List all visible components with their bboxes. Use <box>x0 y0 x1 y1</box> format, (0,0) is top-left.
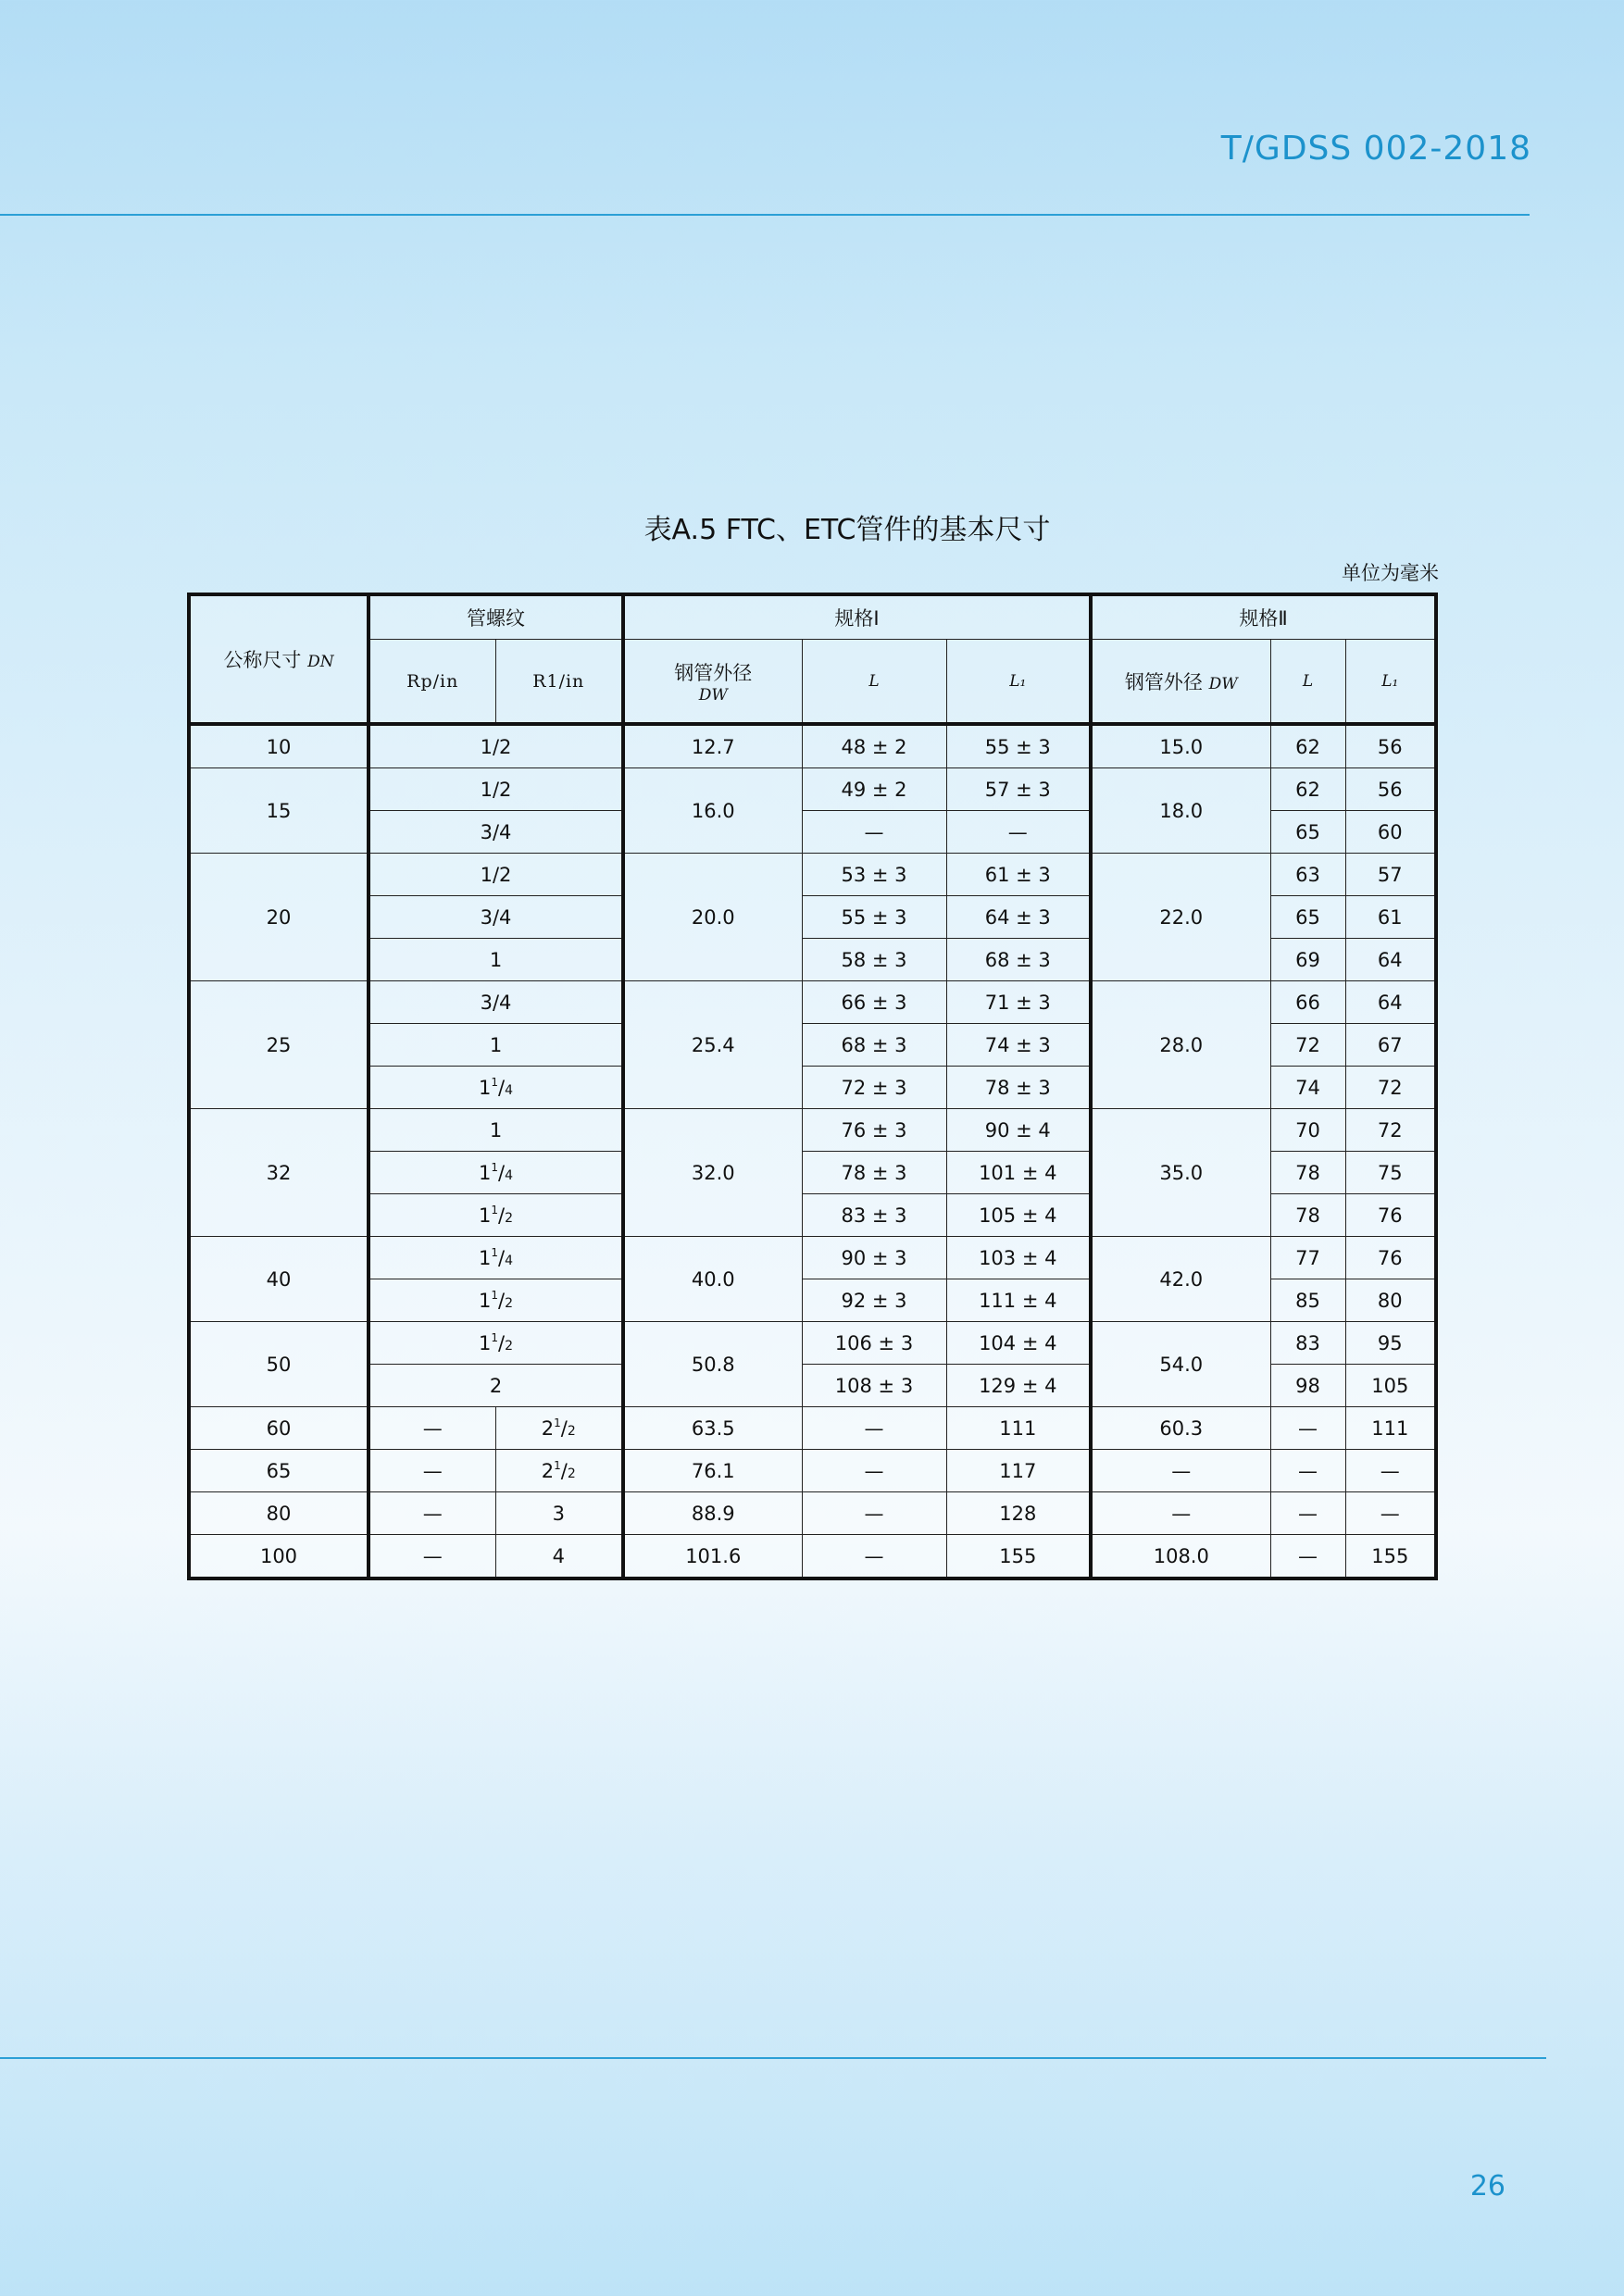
cell-L: 58 ± 3 <box>802 939 946 981</box>
cell-L2: 72 <box>1270 1024 1345 1067</box>
cell-L12: 80 <box>1345 1279 1436 1322</box>
table-row <box>189 1535 1436 1579</box>
cell-rp: — <box>369 1407 495 1450</box>
header-pipe-od-2: 钢管外径 DW <box>1091 640 1270 725</box>
page-number: 26 <box>1469 2170 1505 2202</box>
cell-L1: 105 ± 4 <box>946 1194 1091 1237</box>
cell-L1: 117 <box>946 1450 1091 1492</box>
cell-L1: 57 ± 3 <box>946 768 1091 811</box>
cell-L12: 105 <box>1345 1365 1436 1407</box>
cell-L1: 129 ± 4 <box>946 1365 1091 1407</box>
cell-L2: — <box>1270 1535 1345 1579</box>
cell-L2: 62 <box>1270 724 1345 768</box>
cell-od2: — <box>1091 1450 1270 1492</box>
cell-L: — <box>802 811 946 854</box>
cell-L2: 69 <box>1270 939 1345 981</box>
table-row <box>189 1492 1436 1535</box>
header-L-2: L <box>1270 640 1345 725</box>
header-row-1 <box>189 594 1436 640</box>
header-spec2-group: 规格Ⅱ <box>1091 594 1436 640</box>
cell-od1: 76.1 <box>623 1450 802 1492</box>
table-title: 表A.5 FTC、ETC管件的基本尺寸 <box>643 514 1051 546</box>
cell-od2: 54.0 <box>1091 1322 1270 1407</box>
cell-L1: 155 <box>946 1535 1091 1579</box>
cell-rp: — <box>369 1492 495 1535</box>
cell-L1: 71 ± 3 <box>946 981 1091 1024</box>
document-code: T/GDSS 002-2018 <box>1220 130 1531 168</box>
cell-L: 92 ± 3 <box>802 1279 946 1322</box>
cell-dn: 20 <box>189 854 369 981</box>
cell-L1: 101 ± 4 <box>946 1152 1091 1194</box>
cell-L: 55 ± 3 <box>802 896 946 939</box>
cell-L: — <box>802 1450 946 1492</box>
cell-L1: 128 <box>946 1492 1091 1535</box>
cell-thread: $1^1/4$ <box>369 1067 623 1109</box>
table-row <box>189 1237 1436 1279</box>
cell-L1: 61 ± 3 <box>946 854 1091 896</box>
cell-L1: 103 ± 4 <box>946 1237 1091 1279</box>
cell-L: — <box>802 1407 946 1450</box>
cell-L2: 98 <box>1270 1365 1345 1407</box>
table-row <box>189 1322 1436 1365</box>
cell-rp: — <box>369 1450 495 1492</box>
cell-dn: 10 <box>189 724 369 768</box>
cell-od2: 15.0 <box>1091 724 1270 768</box>
cell-L12: 64 <box>1345 939 1436 981</box>
cell-L: 108 ± 3 <box>802 1365 946 1407</box>
cell-L: 53 ± 3 <box>802 854 946 896</box>
cell-L1: 104 ± 4 <box>946 1322 1091 1365</box>
header-rule <box>0 214 1530 216</box>
footer-rule <box>0 2057 1546 2059</box>
table-row <box>189 768 1436 811</box>
cell-od1: 63.5 <box>623 1407 802 1450</box>
header-r1: R1/in <box>495 640 623 725</box>
cell-od2: 108.0 <box>1091 1535 1270 1579</box>
unit-note: 单位为毫米 <box>1342 562 1439 584</box>
cell-L: 90 ± 3 <box>802 1237 946 1279</box>
cell-L2: 70 <box>1270 1109 1345 1152</box>
cell-L2: 66 <box>1270 981 1345 1024</box>
cell-od1: 40.0 <box>623 1237 802 1322</box>
cell-L2: 63 <box>1270 854 1345 896</box>
cell-dn: 32 <box>189 1109 369 1237</box>
cell-L12: 76 <box>1345 1194 1436 1237</box>
cell-L12: — <box>1345 1450 1436 1492</box>
cell-L1: 90 ± 4 <box>946 1109 1091 1152</box>
table-row <box>189 724 1436 768</box>
header-spec1-group: 规格Ⅰ <box>623 594 1091 640</box>
cell-od2: — <box>1091 1492 1270 1535</box>
cell-L2: 77 <box>1270 1237 1345 1279</box>
cell-od2: 35.0 <box>1091 1109 1270 1237</box>
cell-thread: 3/4 <box>369 811 623 854</box>
cell-dn: 80 <box>189 1492 369 1535</box>
header-nominal-size: 公称尺寸 DN <box>189 594 369 724</box>
cell-L12: 155 <box>1345 1535 1436 1579</box>
cell-thread: $1^1/2$ <box>369 1194 623 1237</box>
cell-thread: 1/2 <box>369 854 623 896</box>
cell-L12: 76 <box>1345 1237 1436 1279</box>
cell-L: 66 ± 3 <box>802 981 946 1024</box>
cell-thread: 1 <box>369 1109 623 1152</box>
cell-L1: 64 ± 3 <box>946 896 1091 939</box>
cell-od2: 22.0 <box>1091 854 1270 981</box>
cell-L12: 61 <box>1345 896 1436 939</box>
cell-L1: 74 ± 3 <box>946 1024 1091 1067</box>
cell-L12: 111 <box>1345 1407 1436 1450</box>
cell-od1: 88.9 <box>623 1492 802 1535</box>
cell-od1: 20.0 <box>623 854 802 981</box>
cell-od1: 101.6 <box>623 1535 802 1579</box>
cell-L: 106 ± 3 <box>802 1322 946 1365</box>
cell-L1: 111 <box>946 1407 1091 1450</box>
cell-L: 78 ± 3 <box>802 1152 946 1194</box>
cell-L2: 78 <box>1270 1152 1345 1194</box>
cell-L: 72 ± 3 <box>802 1067 946 1109</box>
cell-thread: 1/2 <box>369 768 623 811</box>
cell-L1: 78 ± 3 <box>946 1067 1091 1109</box>
cell-L12: — <box>1345 1492 1436 1535</box>
cell-r1: $2^1/2$ <box>495 1450 623 1492</box>
table-row <box>189 1450 1436 1492</box>
cell-L2: 78 <box>1270 1194 1345 1237</box>
cell-thread: $1^1/4$ <box>369 1152 623 1194</box>
cell-rp: — <box>369 1535 495 1579</box>
cell-L2: 62 <box>1270 768 1345 811</box>
header-L1-2: L₁ <box>1345 640 1436 725</box>
header-pipe-od-1: 钢管外径 DW <box>623 640 802 725</box>
cell-L12: 56 <box>1345 768 1436 811</box>
cell-od2: 42.0 <box>1091 1237 1270 1322</box>
cell-L12: 95 <box>1345 1322 1436 1365</box>
cell-L: 68 ± 3 <box>802 1024 946 1067</box>
cell-L12: 64 <box>1345 981 1436 1024</box>
table-row <box>189 1407 1436 1450</box>
cell-L2: — <box>1270 1407 1345 1450</box>
cell-L1: — <box>946 811 1091 854</box>
table-row <box>189 981 1436 1024</box>
cell-od1: 50.8 <box>623 1322 802 1407</box>
cell-L2: — <box>1270 1450 1345 1492</box>
cell-L1: 111 ± 4 <box>946 1279 1091 1322</box>
cell-L2: 65 <box>1270 811 1345 854</box>
header-L-1: L <box>802 640 946 725</box>
table-row <box>189 1109 1436 1152</box>
cell-L12: 75 <box>1345 1152 1436 1194</box>
cell-od1: 25.4 <box>623 981 802 1109</box>
cell-L2: 85 <box>1270 1279 1345 1322</box>
cell-dn: 40 <box>189 1237 369 1322</box>
cell-L2: 74 <box>1270 1067 1345 1109</box>
header-rp: Rp/in <box>369 640 495 725</box>
cell-od1: 16.0 <box>623 768 802 854</box>
cell-L12: 57 <box>1345 854 1436 896</box>
cell-thread: $1^1/2$ <box>369 1279 623 1322</box>
cell-L: 48 ± 2 <box>802 724 946 768</box>
header-row-2 <box>189 640 1436 725</box>
cell-dn: 60 <box>189 1407 369 1450</box>
cell-r1: 3 <box>495 1492 623 1535</box>
cell-od1: 32.0 <box>623 1109 802 1237</box>
cell-r1: 4 <box>495 1535 623 1579</box>
cell-L2: 65 <box>1270 896 1345 939</box>
cell-od1: 12.7 <box>623 724 802 768</box>
cell-L12: 72 <box>1345 1109 1436 1152</box>
cell-thread: $1^1/4$ <box>369 1237 623 1279</box>
cell-thread: 2 <box>369 1365 623 1407</box>
cell-thread: $1^1/2$ <box>369 1322 623 1365</box>
cell-dn: 100 <box>189 1535 369 1579</box>
header-thread-group: 管螺纹 <box>369 594 623 640</box>
cell-L: 76 ± 3 <box>802 1109 946 1152</box>
cell-thread: 3/4 <box>369 896 623 939</box>
cell-L: 49 ± 2 <box>802 768 946 811</box>
cell-od2: 18.0 <box>1091 768 1270 854</box>
cell-thread: 1 <box>369 1024 623 1067</box>
cell-dn: 25 <box>189 981 369 1109</box>
cell-L2: 83 <box>1270 1322 1345 1365</box>
cell-L: 83 ± 3 <box>802 1194 946 1237</box>
cell-L1: 68 ± 3 <box>946 939 1091 981</box>
cell-L12: 67 <box>1345 1024 1436 1067</box>
cell-r1: $2^1/2$ <box>495 1407 623 1450</box>
cell-od2: 60.3 <box>1091 1407 1270 1450</box>
cell-L2: — <box>1270 1492 1345 1535</box>
cell-dn: 50 <box>189 1322 369 1407</box>
cell-L12: 72 <box>1345 1067 1436 1109</box>
header-L1-1: L₁ <box>946 640 1091 725</box>
cell-thread: 1 <box>369 939 623 981</box>
cell-od2: 28.0 <box>1091 981 1270 1109</box>
table-row <box>189 854 1436 896</box>
dimension-table <box>187 593 1438 1580</box>
cell-L: — <box>802 1492 946 1535</box>
cell-L: — <box>802 1535 946 1579</box>
cell-L12: 56 <box>1345 724 1436 768</box>
cell-dn: 15 <box>189 768 369 854</box>
cell-thread: 3/4 <box>369 981 623 1024</box>
cell-thread: 1/2 <box>369 724 623 768</box>
cell-dn: 65 <box>189 1450 369 1492</box>
cell-L1: 55 ± 3 <box>946 724 1091 768</box>
cell-L12: 60 <box>1345 811 1436 854</box>
